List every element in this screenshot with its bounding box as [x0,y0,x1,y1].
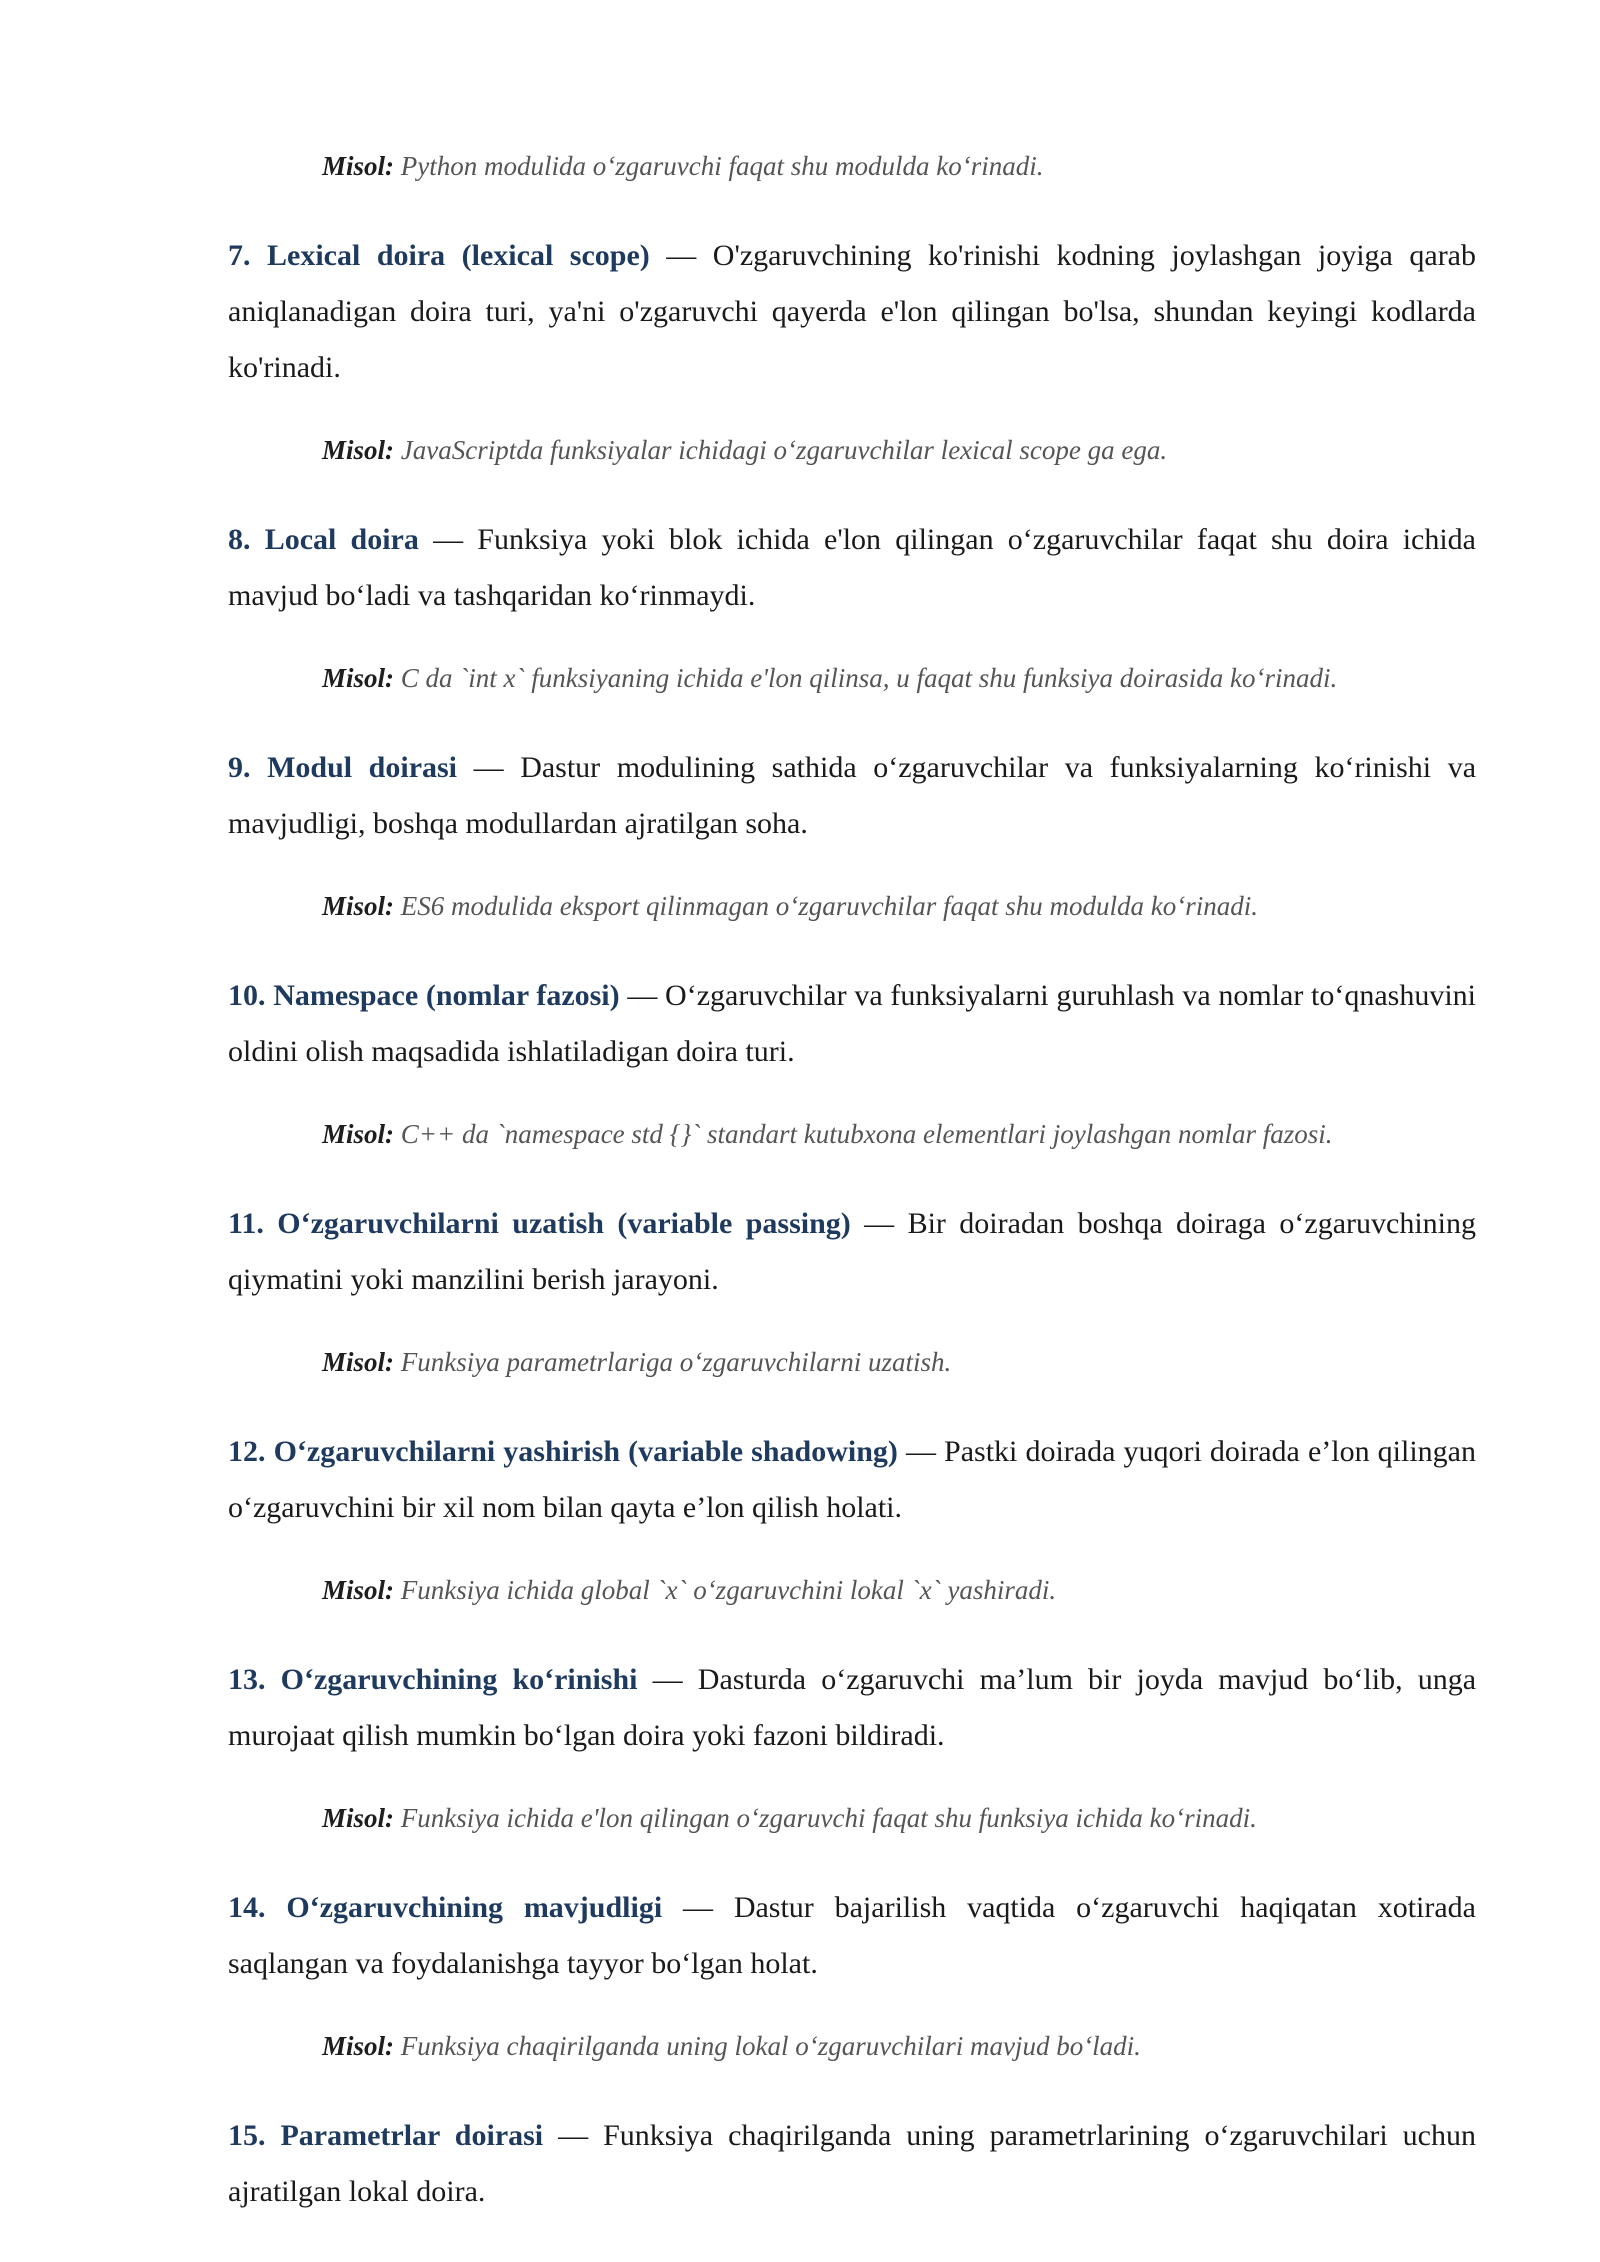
example-label: Misol: [322,663,395,693]
entry-dash: — [543,2119,604,2152]
glossary-entry-12 [228,1424,1476,1536]
glossary-entry-9 [228,740,1476,852]
example-line [322,148,1476,184]
example-text: JavaScriptda funksiyalar ichidagi o‘zgaruvchilar lexical scope ga ega. [400,435,1168,465]
example-text: C++ da `namespace std {}` standart kutubxona elementlari joylashgan nomlar fazosi. [400,1119,1333,1149]
glossary-entry-10 [228,968,1476,1080]
example-text: Funksiya chaqirilganda uning lokal o‘zgaruvchilari mavjud bo‘ladi. [400,2031,1141,2061]
glossary-entry-11 [228,1196,1476,1308]
entry-definition: Bir doiradan boshqa doiraga o‘zgaruvchining qiymatini yoki manzilini berish jarayoni. [228,1207,1476,1296]
entry-definition: O‘zgaruvchilar va funksiyalarni guruhlash va nomlar to‘qnashuvini oldini olish maqsadida ishlatiladigan doira turi. [228,979,1477,1068]
example-text: Python modulida o‘zgaruvchi faqat shu modulda ko‘rinadi. [400,151,1044,181]
glossary-entry-15 [228,2108,1476,2220]
example-line [322,432,1476,468]
entry-term: 15. Parametrlar doirasi [228,2119,544,2152]
entry-term: 14. O‘zgaruvchining mavjudligi [228,1891,663,1924]
entry-dash: — [662,1891,734,1924]
entry-definition: Pastki doirada yuqori doirada e’lon qilingan o‘zgaruvchini bir xil nom bilan qayta e’lon qilish holati. [228,1435,1477,1524]
entry-dash: — [649,239,713,272]
entry-definition: Dasturda o‘zgaruvchi ma’lum bir joyda mavjud bo‘lib, unga murojaat qilish mumkin bo‘lgan doira yoki fazoni bildiradi. [228,1663,1477,1752]
entry-dash: — [897,1435,945,1468]
example-label: Misol: [322,2031,395,2061]
glossary-entry-7 [228,228,1476,396]
example-label: Misol: [322,1347,395,1377]
entry-dash: — [637,1663,698,1696]
entry-definition: Dastur modulining sathida o‘zgaruvchilar va funksiyalarning ko‘rinishi va mavjudligi, boshqa modullardan ajratilgan soha. [228,751,1477,840]
entry-term: 12. O‘zgaruvchilarni yashirish (variable shadowing) [228,1435,898,1468]
entry-dash: — [619,979,666,1012]
example-label: Misol: [322,151,395,181]
example-text: ES6 modulida eksport qilinmagan o‘zgaruvchilar faqat shu modulda ko‘rinadi. [400,891,1258,921]
example-text: Funksiya parametrlariga o‘zgaruvchilarni uzatish. [400,1347,952,1377]
entry-term: 11. O‘zgaruvchilarni uzatish (variable passing) [228,1207,851,1240]
glossary-entry-13 [228,1652,1476,1764]
entry-definition: O'zgaruvchining ko'rinishi kodning joylashgan joyiga qarab aniqlanadigan doira turi, ya'ni o'zgaruvchi qayerda e'lon qilingan bo'lsa, shundan keyingi kodlarda ko'rinadi. [228,239,1476,384]
entry-dash: — [418,523,478,556]
entry-definition: Dastur bajarilish vaqtida o‘zgaruvchi haqiqatan xotirada saqlangan va foydalanishga tayyor bo‘lgan holat. [228,1891,1476,1980]
entry-term: 13. O‘zgaruvchining ko‘rinishi [228,1663,638,1696]
entry-definition: Funksiya chaqirilganda uning parametrlarining o‘zgaruvchilari uchun ajratilgan lokal doira. [228,2119,1476,2208]
example-text: Funksiya ichida global `x` o‘zgaruvchini lokal `x` yashiradi. [400,1575,1057,1605]
example-label: Misol: [322,1575,395,1605]
example-line [322,888,1476,924]
entry-dash: — [457,751,521,784]
example-label: Misol: [322,1803,395,1833]
example-line [322,1116,1476,1152]
example-line [322,1800,1476,1836]
example-label: Misol: [322,435,395,465]
document-page [228,148,1476,2256]
glossary-entry-14 [228,1880,1476,1992]
entry-term: 10. Namespace (nomlar fazosi) [228,979,620,1012]
entry-dash: — [850,1207,908,1240]
example-line [322,1344,1476,1380]
glossary-entry-8 [228,512,1476,624]
example-line [322,2028,1476,2064]
entry-term: 9. Modul doirasi [228,751,458,784]
example-label: Misol: [322,891,395,921]
example-text: Funksiya ichida e'lon qilingan o‘zgaruvchi faqat shu funksiya ichida ko‘rinadi. [400,1803,1257,1833]
example-label: Misol: [322,1119,395,1149]
entry-term: 8. Local doira [228,523,419,556]
example-line [322,660,1476,696]
entry-term: 7. Lexical doira (lexical scope) [228,239,650,272]
example-text: C da `int x` funksiyaning ichida e'lon qilinsa, u faqat shu funksiya doirasida ko‘rinadi. [400,663,1338,693]
entry-definition: Funksiya yoki blok ichida e'lon qilingan o‘zgaruvchilar faqat shu doira ichida mavjud bo‘ladi va tashqaridan ko‘rinmaydi. [228,523,1476,612]
example-line [322,1572,1476,1608]
